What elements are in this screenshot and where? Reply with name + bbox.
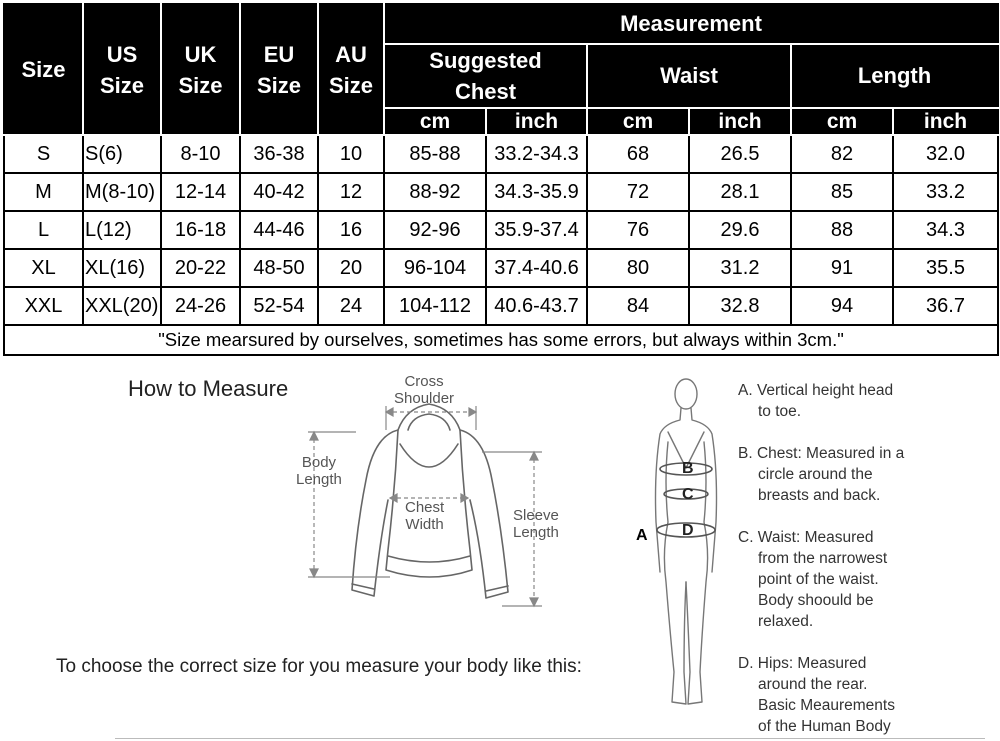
header-us-size: US Size (83, 4, 161, 135)
legend-hips: D. Hips: Measured around the rear. Basic Meaurements of the Human Body (738, 655, 895, 735)
size-chart-table (3, 3, 999, 356)
cell-waist-inch: 26.5 (689, 135, 791, 173)
cell-length-cm: 88 (791, 211, 893, 249)
cell-us-size: M(8-10) (83, 173, 161, 211)
cell-uk-size: 12-14 (161, 173, 240, 211)
cell-length-cm: 82 (791, 135, 893, 173)
cell-length-inch: 35.5 (893, 249, 998, 287)
chest-width-label: Chest Width (405, 499, 445, 533)
cell-chest-inch: 37.4-40.6 (486, 249, 587, 287)
unit-waist-cm: cm (587, 108, 689, 135)
cell-chest-cm: 88-92 (384, 173, 486, 211)
cell-eu-size: 48-50 (240, 249, 318, 287)
sleeve-length-label: Sleeve Length (513, 507, 559, 541)
table-row (4, 135, 998, 173)
cell-size: L (4, 211, 83, 249)
cell-chest-cm: 85-88 (384, 135, 486, 173)
cell-eu-size: 52-54 (240, 287, 318, 325)
cell-uk-size: 20-22 (161, 249, 240, 287)
header-waist: Waist (587, 44, 791, 108)
measurement-note: "Size mearsured by ourselves, sometimes has some errors, but always within 3cm." (4, 325, 998, 355)
cell-waist-cm: 84 (587, 287, 689, 325)
table-row (4, 173, 998, 211)
legend-waist: C. Waist: Measured from the narrowest point of the waist. Body shoould be relaxed. (738, 529, 888, 630)
cell-waist-inch: 28.1 (689, 173, 791, 211)
figure-letter-b: B (682, 460, 694, 477)
cell-eu-size: 40-42 (240, 173, 318, 211)
figure-letter-d: D (682, 522, 694, 539)
cell-length-cm: 85 (791, 173, 893, 211)
cell-us-size: L(12) (83, 211, 161, 249)
figure-letter-a: A (636, 527, 648, 544)
header-au-size: AU Size (318, 4, 384, 135)
legend-chest: B. Chest: Measured in a circle around the breasts and back. (738, 445, 905, 504)
header-suggested-chest: Suggested Chest (384, 44, 587, 108)
cell-au-size: 20 (318, 249, 384, 287)
cell-waist-cm: 72 (587, 173, 689, 211)
human-body-figure-icon (648, 372, 738, 720)
cell-chest-inch: 40.6-43.7 (486, 287, 587, 325)
cell-waist-cm: 76 (587, 211, 689, 249)
cell-size: S (4, 135, 83, 173)
figure-letter-c: C (682, 486, 694, 503)
cell-au-size: 16 (318, 211, 384, 249)
cell-chest-cm: 96-104 (384, 249, 486, 287)
unit-length-cm: cm (791, 108, 893, 135)
unit-chest-cm: cm (384, 108, 486, 135)
cell-eu-size: 36-38 (240, 135, 318, 173)
cell-chest-inch: 34.3-35.9 (486, 173, 587, 211)
unit-length-inch: inch (893, 108, 998, 135)
sweater-diagram-icon (290, 370, 590, 620)
how-to-measure-title: How to Measure (128, 376, 289, 401)
header-size: Size (4, 4, 83, 135)
cell-chest-cm: 92-96 (384, 211, 486, 249)
header-length: Length (791, 44, 998, 108)
cell-length-cm: 94 (791, 287, 893, 325)
cell-waist-inch: 32.8 (689, 287, 791, 325)
cell-size: M (4, 173, 83, 211)
cross-shoulder-label: Cross Shoulder (394, 373, 455, 407)
header-eu-size: EU Size (240, 4, 318, 135)
cell-us-size: S(6) (83, 135, 161, 173)
header-uk-size: UK Size (161, 4, 240, 135)
cell-au-size: 12 (318, 173, 384, 211)
cell-us-size: XL(16) (83, 249, 161, 287)
cell-length-cm: 91 (791, 249, 893, 287)
cell-waist-cm: 68 (587, 135, 689, 173)
table-row (4, 287, 998, 325)
cell-uk-size: 8-10 (161, 135, 240, 173)
cell-eu-size: 44-46 (240, 211, 318, 249)
cell-chest-inch: 33.2-34.3 (486, 135, 587, 173)
cell-size: XXL (4, 287, 83, 325)
table-row (4, 211, 998, 249)
cell-length-inch: 36.7 (893, 287, 998, 325)
cell-au-size: 10 (318, 135, 384, 173)
cell-waist-inch: 29.6 (689, 211, 791, 249)
cell-size: XL (4, 249, 83, 287)
table-row (4, 249, 998, 287)
cell-chest-inch: 35.9-37.4 (486, 211, 587, 249)
unit-chest-inch: inch (486, 108, 587, 135)
legend-height: A. Vertical height head to toe. (738, 382, 894, 420)
body-length-label: Body Length (296, 454, 342, 488)
cell-uk-size: 24-26 (161, 287, 240, 325)
cell-us-size: XXL(20) (83, 287, 161, 325)
header-measurement: Measurement (384, 4, 998, 44)
cell-uk-size: 16-18 (161, 211, 240, 249)
cell-length-inch: 34.3 (893, 211, 998, 249)
cell-au-size: 24 (318, 287, 384, 325)
cell-length-inch: 32.0 (893, 135, 998, 173)
cell-waist-cm: 80 (587, 249, 689, 287)
cell-length-inch: 33.2 (893, 173, 998, 211)
bottom-divider (115, 738, 985, 739)
unit-waist-inch: inch (689, 108, 791, 135)
cell-chest-cm: 104-112 (384, 287, 486, 325)
cell-waist-inch: 31.2 (689, 249, 791, 287)
choose-size-instruction: To choose the correct size for you measure your body like this: (56, 656, 582, 677)
